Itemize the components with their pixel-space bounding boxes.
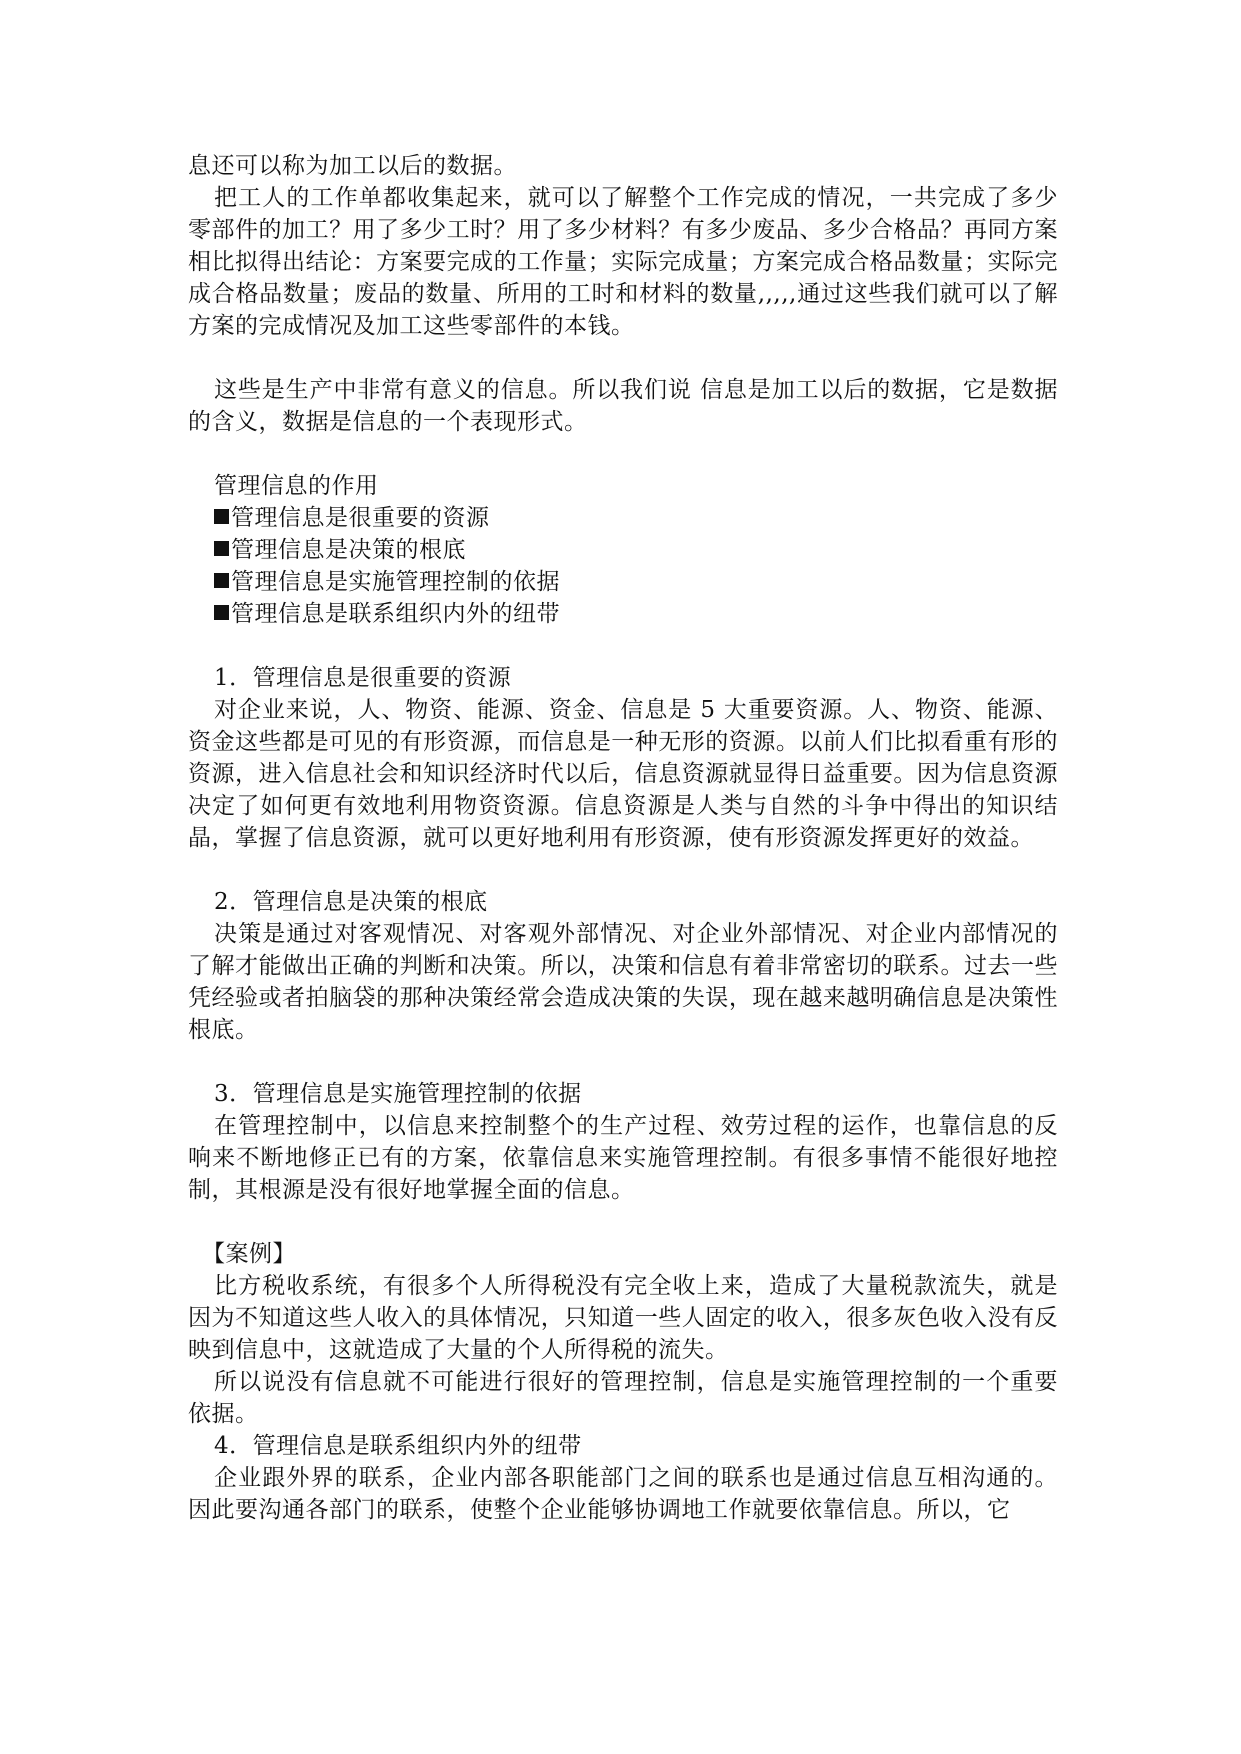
document-body	[188, 150, 1058, 1526]
bullet-square-icon	[214, 509, 229, 524]
bullet-square-icon	[214, 605, 229, 620]
spacer	[188, 630, 1058, 662]
roles-title: 管理信息的作用	[214, 473, 379, 499]
section4-body: 企业跟外界的联系，企业内部各职能部门之间的联系也是通过信息互相沟通的。因此要沟通各部门的联系，使整个企业能够协调地工作就要依靠信息。所以，它	[188, 1465, 1058, 1523]
list-item	[188, 502, 1058, 534]
list-item	[188, 534, 1058, 566]
section2-body: 决策是通过对客观情况、对客观外部情况、对企业外部情况、对企业内部情况的了解才能做出正确的判断和决策。所以，决策和信息有着非常密切的联系。过去一些凭经验或者拍脑袋的那种决策经常会造成决策的失误，现在越来越明确信息是决策性根底。	[188, 921, 1058, 1043]
section1-body: 对企业来说，人、物资、能源、资金、信息是 5 大重要资源。人、物资、能源、资金这些都是可见的有形资源，而信息是一种无形的资源。以前人们比拟看重有形的资源，进入信息社会和知识经济时代以后，信息资源就显得日益重要。因为信息资源决定了如何更有效地利用物资资源。信息资源是人类与自然的斗争中得出的知识结晶，掌握了信息资源，就可以更好地利用有形资源，使有形资源发挥更好的效益。	[188, 697, 1058, 851]
section4-heading: 4．管理信息是联系组织内外的纽带	[214, 1433, 582, 1459]
section2-heading: 2．管理信息是决策的根底	[214, 889, 488, 915]
meaning-paragraph: 这些是生产中非常有意义的信息。所以我们说 信息是加工以后的数据，它是数据的含义，数据是信息的一个表现形式。	[188, 377, 1058, 435]
section3-heading: 3．管理信息是实施管理控制的依据	[214, 1081, 582, 1107]
section1-heading: 1．管理信息是很重要的资源	[214, 665, 512, 691]
spacer	[188, 342, 1058, 374]
spacer	[188, 854, 1058, 886]
intro-paragraph: 把工人的工作单都收集起来，就可以了解整个工作完成的情况，一共完成了多少零部件的加工？用了多少工时？用了多少材料？有多少废品、多少合格品？再同方案相比拟得出结论：方案要完成的工作量；实际完成量；方案完成合格品数量；实际完成合格品数量；废品的数量、所用的工时和材料的数量,,,,,通过这些我们就可以了解方案的完成情况及加工这些零部件的本钱。	[188, 185, 1058, 339]
case-heading: 【案例】	[202, 1241, 296, 1267]
list-item-text: 管理信息是实施管理控制的依据	[231, 569, 560, 595]
spacer	[188, 438, 1058, 470]
section3-body: 在管理控制中，以信息来控制整个的生产过程、效劳过程的运作，也靠信息的反响来不断地修正已有的方案，依靠信息来实施管理控制。有很多事情不能很好地控制，其根源是没有很好地掌握全面的信息。	[188, 1113, 1058, 1203]
list-item-text: 管理信息是决策的根底	[231, 537, 466, 563]
list-item	[188, 566, 1058, 598]
spacer	[188, 1206, 1058, 1238]
list-item-text: 管理信息是联系组织内外的纽带	[231, 601, 560, 627]
case-body: 比方税收系统，有很多个人所得税没有完全收上来，造成了大量税款流失，就是因为不知道这些人收入的具体情况，只知道一些人固定的收入，很多灰色收入没有反映到信息中，这就造成了大量的个人所得税的流失。	[188, 1273, 1058, 1363]
bullet-square-icon	[214, 573, 229, 588]
case-conclusion: 所以说没有信息就不可能进行很好的管理控制，信息是实施管理控制的一个重要依据。	[188, 1369, 1058, 1427]
list-item	[188, 598, 1058, 630]
list-item-text: 管理信息是很重要的资源	[231, 505, 490, 531]
spacer	[188, 1046, 1058, 1078]
intro-continuation: 息还可以称为加工以后的数据。	[188, 153, 517, 179]
roles-list	[188, 502, 1058, 630]
bullet-square-icon	[214, 541, 229, 556]
